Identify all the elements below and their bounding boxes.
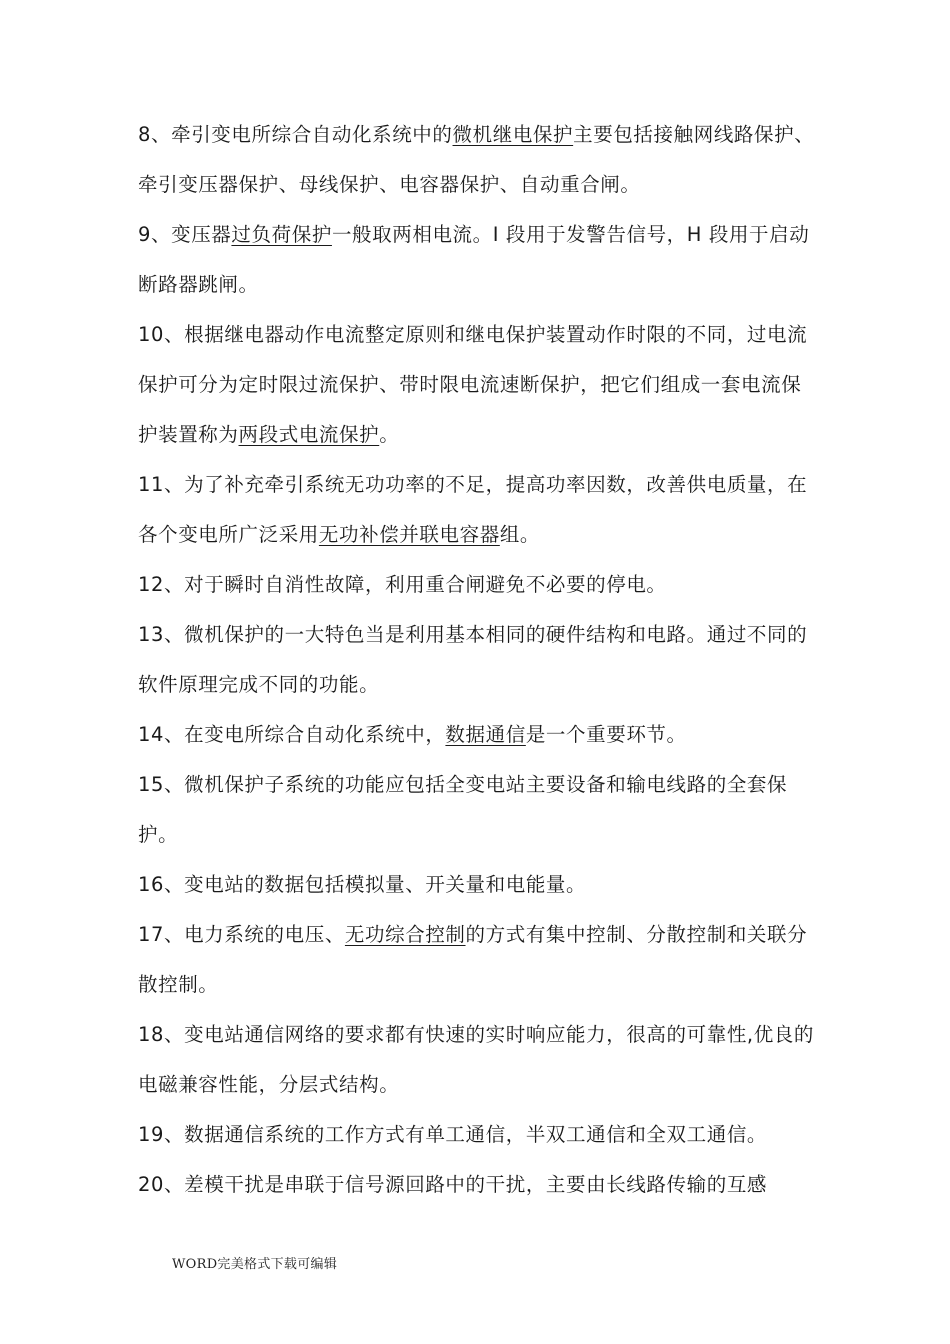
list-item: 15、微机保护子系统的功能应包括全变电站主要设备和输电线路的全套保护。 [138, 773, 788, 846]
underlined-term: 微机继电保护 [452, 123, 574, 146]
list-item: 17、电力系统的电压、无功综合控制的方式有集中控制、分散控制和关联分散控制。 [138, 923, 808, 996]
underlined-term: 无功综合控制 [344, 923, 466, 946]
list-item: 20、差模干扰是串联于信号源回路中的干扰，主要由长线路传输的互感 [138, 1173, 768, 1196]
underlined-term: 两段式电流保护 [238, 423, 380, 446]
list-item: 16、变电站的数据包括模拟量、开关量和电能量。 [138, 873, 587, 896]
underlined-term: 数据通信 [445, 723, 526, 746]
page-footer: WORD完美格式下载可编辑 [172, 1257, 338, 1272]
underlined-term: 过负荷保护 [231, 223, 332, 246]
list-item: 14、在变电所综合自动化系统中，数据通信是一个重要环节。 [138, 723, 687, 746]
list-item: 19、数据通信系统的工作方式有单工通信，半双工通信和全双工通信。 [138, 1123, 768, 1146]
list-item: 13、微机保护的一大特色当是利用基本相同的硬件结构和电路。通过不同的软件原理完成不同的功能。 [138, 623, 808, 696]
list-item: 9、变压器过负荷保护一般取两相电流。I 段用于发警告信号，H 段用于启动断路器跳闸。 [138, 223, 810, 296]
question-list [138, 110, 818, 1210]
list-item: 18、变电站通信网络的要求都有快速的实时响应能力，很高的可靠性,优良的电磁兼容性能，分层式结构。 [138, 1023, 815, 1096]
list-item: 8、牵引变电所综合自动化系统中的微机继电保护主要包括接触网线路保护、牵引变压器保护、母线保护、电容器保护、自动重合闸。 [138, 123, 815, 196]
list-item: 11、为了补充牵引系统无功功率的不足，提高功率因数，改善供电质量，在各个变电所广泛采用无功补偿并联电容器组。 [138, 473, 808, 546]
list-item: 10、根据继电器动作电流整定原则和继电保护装置动作时限的不同，过电流保护可分为定时限过流保护、带时限电流速断保护，把它们组成一套电流保护装置称为两段式电流保护。 [138, 323, 808, 446]
list-item: 12、对于瞬时自消性故障，利用重合闸避免不必要的停电。 [138, 573, 667, 596]
underlined-term: 无功补偿并联电容器 [318, 523, 500, 546]
